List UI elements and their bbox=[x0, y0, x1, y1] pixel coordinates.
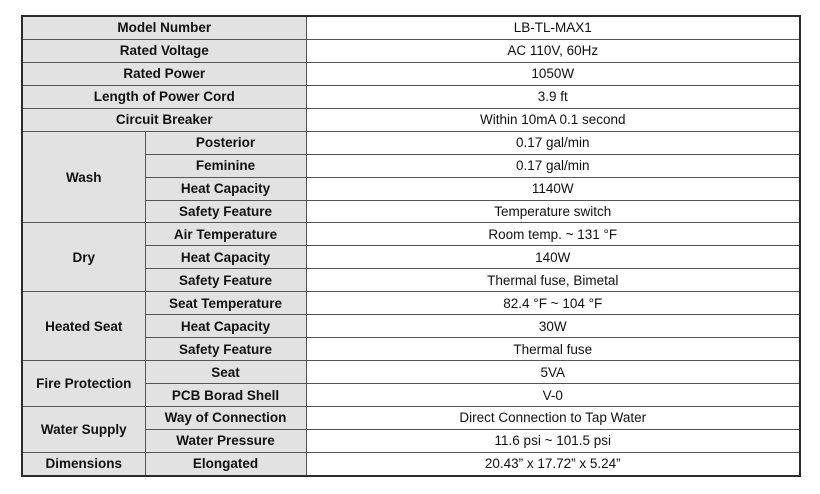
table-row bbox=[22, 223, 800, 246]
group-label: Water Supply bbox=[22, 406, 145, 452]
table-row bbox=[22, 131, 800, 154]
spec-label: Length of Power Cord bbox=[22, 85, 306, 108]
spec-table bbox=[21, 15, 801, 477]
group-label: Wash bbox=[22, 131, 145, 223]
spec-table-body bbox=[22, 16, 800, 476]
spec-value: 0.17 gal/min bbox=[306, 131, 800, 154]
table-row bbox=[22, 85, 800, 108]
spec-value: 82.4 °F ~ 104 °F bbox=[306, 292, 800, 315]
sub-label: Heat Capacity bbox=[145, 315, 306, 338]
spec-label: Rated Voltage bbox=[22, 39, 306, 62]
spec-label: Model Number bbox=[22, 16, 306, 39]
sub-label: PCB Borad Shell bbox=[145, 384, 306, 407]
sub-label: Water Pressure bbox=[145, 429, 306, 452]
table-row bbox=[22, 406, 800, 429]
sub-label: Posterior bbox=[145, 131, 306, 154]
table-row bbox=[22, 39, 800, 62]
spec-value: V-0 bbox=[306, 384, 800, 407]
sub-label: Heat Capacity bbox=[145, 246, 306, 269]
spec-value: 30W bbox=[306, 315, 800, 338]
spec-value: 3.9 ft bbox=[306, 85, 800, 108]
spec-value: 5VA bbox=[306, 361, 800, 384]
sub-label: Heat Capacity bbox=[145, 177, 306, 200]
table-row bbox=[22, 16, 800, 39]
sub-label: Seat Temperature bbox=[145, 292, 306, 315]
table-row bbox=[22, 292, 800, 315]
sub-label: Safety Feature bbox=[145, 338, 306, 361]
group-label: Dimensions bbox=[22, 452, 145, 476]
spec-value: Temperature switch bbox=[306, 200, 800, 223]
table-row bbox=[22, 108, 800, 131]
spec-value: 1050W bbox=[306, 62, 800, 85]
table-row bbox=[22, 62, 800, 85]
spec-value: 140W bbox=[306, 246, 800, 269]
sub-label: Air Temperature bbox=[145, 223, 306, 246]
spec-label: Rated Power bbox=[22, 62, 306, 85]
spec-value: LB-TL-MAX1 bbox=[306, 16, 800, 39]
spec-value: 0.17 gal/min bbox=[306, 154, 800, 177]
group-label: Heated Seat bbox=[22, 292, 145, 361]
spec-value: AC 110V, 60Hz bbox=[306, 39, 800, 62]
spec-value: Room temp. ~ 131 °F bbox=[306, 223, 800, 246]
spec-value: 11.6 psi ~ 101.5 psi bbox=[306, 429, 800, 452]
spec-label: Circuit Breaker bbox=[22, 108, 306, 131]
sub-label: Safety Feature bbox=[145, 269, 306, 292]
spec-value: Direct Connection to Tap Water bbox=[306, 406, 800, 429]
group-label: Dry bbox=[22, 223, 145, 292]
spec-value: Thermal fuse, Bimetal bbox=[306, 269, 800, 292]
sub-label: Elongated bbox=[145, 452, 306, 476]
spec-value: Thermal fuse bbox=[306, 338, 800, 361]
spec-value: Within 10mA 0.1 second bbox=[306, 108, 800, 131]
sub-label: Safety Feature bbox=[145, 200, 306, 223]
table-row bbox=[22, 452, 800, 476]
sub-label: Seat bbox=[145, 361, 306, 384]
sub-label: Feminine bbox=[145, 154, 306, 177]
spec-value: 1140W bbox=[306, 177, 800, 200]
group-label: Fire Protection bbox=[22, 361, 145, 407]
spec-value: 20.43” x 17.72” x 5.24” bbox=[306, 452, 800, 476]
table-row bbox=[22, 361, 800, 384]
sub-label: Way of Connection bbox=[145, 406, 306, 429]
